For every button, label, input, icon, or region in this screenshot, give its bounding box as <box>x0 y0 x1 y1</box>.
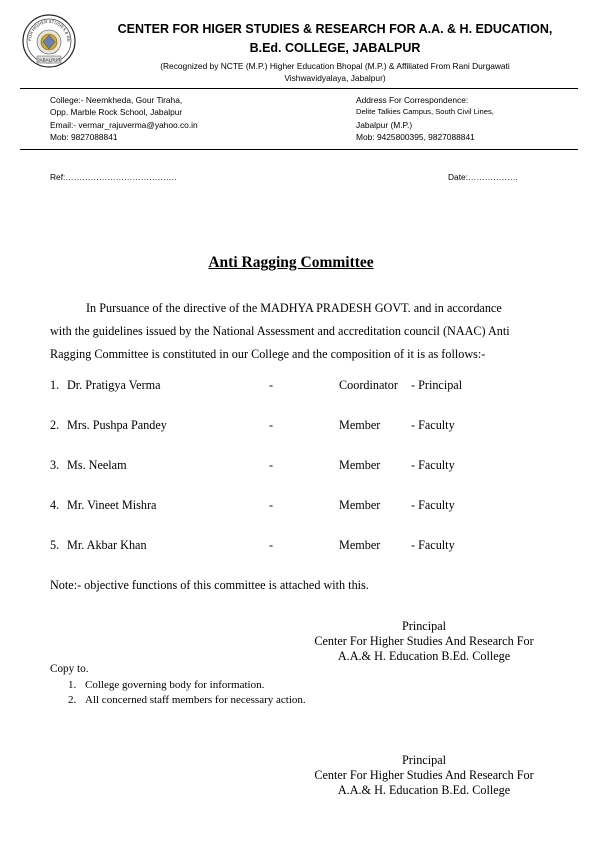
member-separator: - <box>269 538 274 552</box>
reference-field: Ref:…………………………………. <box>50 172 177 182</box>
member-separator: - <box>269 378 274 392</box>
recognition-line-1: (Recognized by NCTE (M.P.) Higher Education Bhopal (M.P.) & Affiliated From Rani Durgawati <box>160 61 510 71</box>
copy-to-item <box>68 679 264 691</box>
member-number: 2. <box>50 418 60 432</box>
member-row <box>50 538 530 554</box>
signature-1-institution: Center For Higher Studies And Research For <box>314 633 534 648</box>
member-role: Member <box>339 538 381 552</box>
member-role: Member <box>339 458 381 472</box>
member-number: 1. <box>50 378 60 392</box>
member-role: Member <box>339 418 381 432</box>
signature-block-2 <box>296 753 552 797</box>
date-field: Date:……………… <box>448 172 519 182</box>
correspondence-address <box>356 94 494 143</box>
member-number: 5. <box>50 538 60 552</box>
signature-block-1 <box>296 619 552 663</box>
copy-item-number: 2. <box>68 694 77 706</box>
copy-item-number: 1. <box>68 679 77 691</box>
member-row <box>50 458 530 474</box>
college-email: Email:- vermar_rajuverma@yahoo.co.in <box>50 119 198 130</box>
correspondence-line-2: Delite Talkies Campus, South Civil Lines, <box>356 107 494 117</box>
intro-paragraph <box>50 297 546 366</box>
member-role: Coordinator <box>339 378 398 392</box>
copy-to-item <box>68 694 306 706</box>
signature-1-college: A.A.& H. Education B.Ed. College <box>337 648 511 663</box>
member-separator: - <box>269 458 274 472</box>
logo-text: FOR HIGHER STUDIES & RE <box>26 18 72 42</box>
member-separator: - <box>269 418 274 432</box>
member-designation: - Principal <box>411 378 463 392</box>
member-separator: - <box>269 498 274 512</box>
college-logo <box>21 12 77 70</box>
member-name: Mr. Akbar Khan <box>67 538 147 552</box>
member-number: 3. <box>50 458 60 472</box>
logo-bottom-text: JABALPUR <box>37 57 61 63</box>
member-row <box>50 378 530 394</box>
member-designation: - Faculty <box>411 538 455 552</box>
paragraph-line-3: Ragging Committee is constituted in our College and the composition of it is as follows:- <box>50 347 486 361</box>
member-name: Dr. Pratigya Verma <box>67 378 161 392</box>
signature-2-institution: Center For Higher Studies And Research For <box>314 767 534 782</box>
document-title: Anti Ragging Committee <box>208 254 374 271</box>
header-divider-top <box>20 88 578 89</box>
header-divider-bottom <box>20 149 578 150</box>
member-name: Mr. Vineet Mishra <box>67 498 157 512</box>
note-text: Note:- objective functions of this committee is attached with this. <box>50 578 369 592</box>
correspondence-line-1: Address For Correspondence: <box>356 95 469 105</box>
member-row <box>50 498 530 514</box>
signature-1-title: Principal <box>401 619 446 633</box>
signature-2-title: Principal <box>401 753 446 767</box>
recognition-line-2: Vishwavidyalaya, Jabalpur) <box>284 73 386 83</box>
member-role: Member <box>339 498 381 512</box>
member-designation: - Faculty <box>411 458 455 472</box>
college-address <box>50 94 198 143</box>
copy-item-text: College governing body for information. <box>85 679 265 691</box>
member-designation: - Faculty <box>411 498 455 512</box>
paragraph-line-2: with the guidelines issued by the National Assessment and accreditation council (NAAC) Anti <box>50 324 510 338</box>
member-name: Mrs. Pushpa Pandey <box>67 418 167 432</box>
correspondence-line-3: Jabalpur (M.P.) <box>356 119 413 130</box>
correspondence-mobile: Mob: 9425800395, 9827088841 <box>356 131 475 142</box>
member-name: Ms. Neelam <box>67 458 127 472</box>
institution-title: CENTER FOR HIGER STUDIES & RESEARCH FOR A.A. & H. EDUCATION, <box>117 22 553 36</box>
member-number: 4. <box>50 498 60 512</box>
member-designation: - Faculty <box>411 418 455 432</box>
college-mobile: Mob: 9827088841 <box>50 131 118 142</box>
member-row <box>50 418 530 434</box>
college-address-line-1: College:- Neemkheda, Gour Tiraha, <box>50 95 183 105</box>
signature-2-college: A.A.& H. Education B.Ed. College <box>337 782 511 797</box>
institution-subtitle: B.Ed. COLLEGE, JABALPUR <box>249 41 421 55</box>
copy-to-label: Copy to. <box>50 663 89 675</box>
paragraph-line-1: In Pursuance of the directive of the MADHYA PRADESH GOVT. and in accordance <box>86 301 502 315</box>
copy-item-text: All concerned staff members for necessary action. <box>85 694 306 706</box>
college-address-line-2: Opp. Marble Rock School, Jabalpur <box>50 107 183 118</box>
